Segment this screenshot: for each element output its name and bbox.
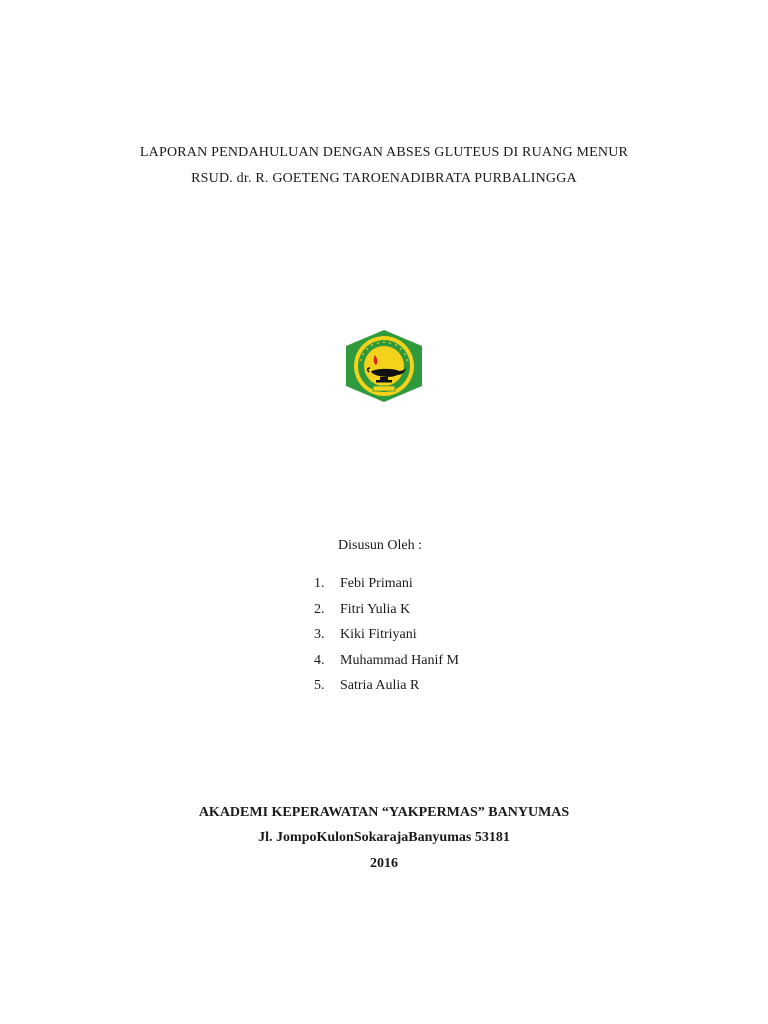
list-item [314,677,459,703]
author-list [314,575,459,703]
author-name: Satria Aulia R [340,678,420,693]
nursing-lamp-logo-icon [343,328,425,404]
list-number: 2. [314,601,325,617]
list-item [314,601,459,627]
list-item [314,652,459,678]
author-name: Muhammad Hanif M [340,652,459,668]
list-number: 1. [314,576,325,591]
list-number: 3. [314,627,325,642]
institution-address: Jl. JompoKulonSokarajaBanyumas 53181 [258,830,510,845]
list-item [314,575,459,601]
institution-name: AKADEMI KEPERAWATAN “YAKPERMAS” BANYUMAS [198,805,570,820]
title-line-1: LAPORAN PENDAHULUAN DENGAN ABSES GLUTEUS DI RUANG MENUR [139,145,629,160]
list-item [314,626,459,652]
compiled-by-label: Disusun Oleh : [338,538,422,553]
list-number: 4. [314,652,325,668]
title-line-2: RSUD. dr. R. GOETENG TAROENADIBRATA PURBALINGGA [191,171,577,186]
author-name: Fitri Yulia K [340,601,411,617]
report-year: 2016 [370,856,398,871]
author-name: Kiki Fitriyani [340,627,417,642]
author-name: Febi Primani [340,576,413,591]
list-number: 5. [314,678,325,693]
